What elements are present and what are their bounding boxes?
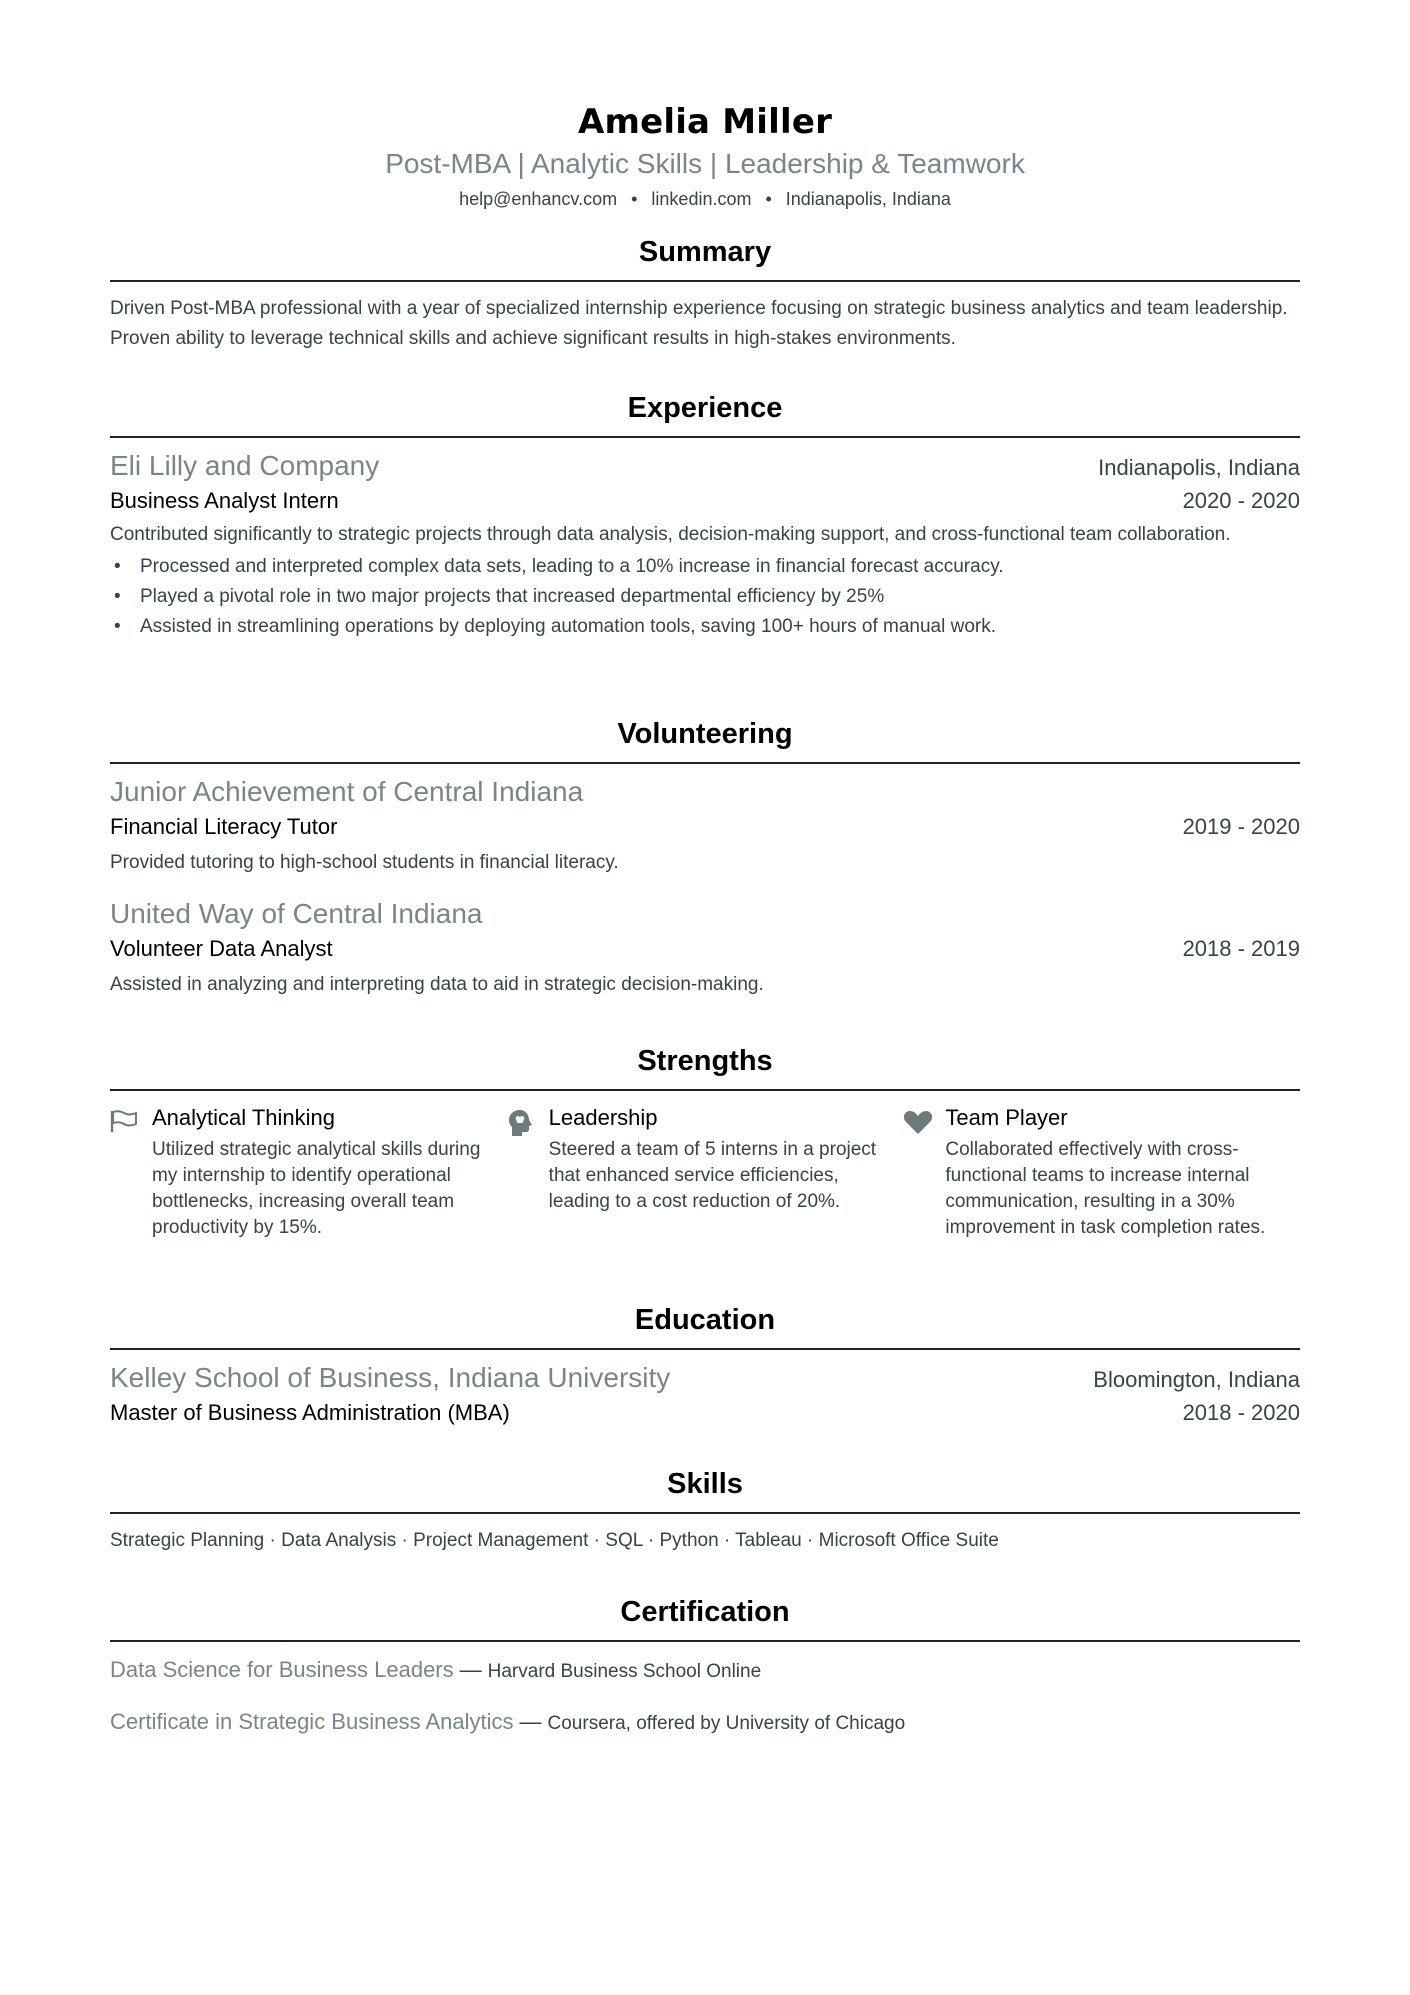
education-location: Bloomington, Indiana xyxy=(1093,1367,1300,1392)
flag-icon xyxy=(110,1103,152,1241)
certification-item xyxy=(110,1652,1300,1690)
experience-bullets xyxy=(110,552,1300,642)
strength-title: Leadership xyxy=(548,1105,658,1130)
section-title-summary: Summary xyxy=(110,232,1300,282)
experience-bullet: • Played a pivotal role in two major projects that increased departmental efficiency by 25% xyxy=(110,582,1300,612)
strength-title: Team Player xyxy=(945,1105,1068,1130)
summary-text: Driven Post-MBA professional with a year of specialized internship experience focusing on strategic business analytics and team leadership. Proven ability to leverage technical skills and achieve significant results in high-stakes environments. xyxy=(110,298,1288,349)
education-item xyxy=(110,1360,1300,1430)
strength-title: Analytical Thinking xyxy=(152,1105,336,1130)
certification-section xyxy=(110,1592,1300,1756)
section-title-skills: Skills xyxy=(110,1464,1300,1514)
education-degree-row xyxy=(110,1396,1300,1430)
head-brain-icon xyxy=(507,1103,549,1241)
em-dash: — xyxy=(459,1657,482,1682)
strength-description: Collaborated effectively with cross-functional teams to increase internal communication, resulting in a 30% improvement in task completion rates. xyxy=(945,1139,1266,1238)
candidate-name: Amelia Miller xyxy=(577,102,833,142)
strength-item xyxy=(903,1103,1300,1241)
volunteering-org: United Way of Central Indiana xyxy=(110,898,483,929)
volunteering-description: Provided tutoring to high-school students in financial literacy. xyxy=(110,852,619,873)
certification-item xyxy=(110,1704,1300,1742)
certification-list xyxy=(110,1652,1300,1742)
education-dates: 2018 - 2020 xyxy=(1182,1400,1300,1425)
strengths-section xyxy=(110,1041,1300,1241)
volunteering-role-row xyxy=(110,932,1300,966)
skills-list: Strategic Planning · Data Analysis · Project Management · SQL · Python · Tableau · Microsoft Office Suite xyxy=(110,1530,999,1551)
certification-issuer: Harvard Business School Online xyxy=(487,1661,762,1682)
contact-line xyxy=(110,186,1300,212)
strength-description: Utilized strategic analytical skills during my internship to identify operational bottlenecks, increasing overall team productivity by 15%. xyxy=(152,1139,481,1238)
certification-name: Certificate in Strategic Business Analytics xyxy=(110,1709,514,1734)
experience-role: Business Analyst Intern xyxy=(110,488,339,513)
volunteering-item xyxy=(110,896,1300,1000)
heart-icon xyxy=(903,1103,945,1241)
volunteering-item xyxy=(110,774,1300,878)
candidate-tagline: Post-MBA | Analytic Skills | Leadership & Teamwork xyxy=(385,148,1025,179)
volunteering-org: Junior Achievement of Central Indiana xyxy=(110,776,584,807)
section-title-education: Education xyxy=(110,1300,1300,1350)
resume-header xyxy=(110,0,1300,212)
skills-section xyxy=(110,1464,1300,1556)
bullet-separator: • xyxy=(631,189,638,209)
volunteering-dates: 2019 - 2020 xyxy=(1182,814,1300,839)
experience-header-row xyxy=(110,448,1300,484)
certification-name: Data Science for Business Leaders xyxy=(110,1657,454,1682)
resume-content xyxy=(110,0,1300,1734)
experience-role-row xyxy=(110,484,1300,518)
experience-description: Contributed significantly to strategic projects through data analysis, decision-making support, and cross-functional team collaboration. xyxy=(110,524,1231,545)
contact-linkedin[interactable]: linkedin.com xyxy=(651,189,752,209)
experience-bullet: • Assisted in streamlining operations by deploying automation tools, saving 100+ hours of manual work. xyxy=(110,612,1300,642)
volunteering-section xyxy=(110,714,1300,1000)
experience-company: Eli Lilly and Company xyxy=(110,450,380,481)
volunteering-role-row xyxy=(110,810,1300,844)
volunteering-role: Financial Literacy Tutor xyxy=(110,814,338,839)
education-header-row xyxy=(110,1360,1300,1396)
experience-dates: 2020 - 2020 xyxy=(1182,488,1300,513)
section-title-experience: Experience xyxy=(110,388,1300,438)
strength-item xyxy=(507,1103,904,1241)
strength-item xyxy=(110,1103,507,1241)
section-title-volunteering: Volunteering xyxy=(110,714,1300,764)
section-title-certification: Certification xyxy=(110,1592,1300,1642)
contact-email[interactable]: help@enhancv.com xyxy=(459,189,618,209)
experience-section xyxy=(110,388,1300,642)
volunteering-role: Volunteer Data Analyst xyxy=(110,936,333,961)
section-title-strengths: Strengths xyxy=(110,1041,1300,1091)
experience-location: Indianapolis, Indiana xyxy=(1098,455,1300,480)
contact-location: Indianapolis, Indiana xyxy=(785,189,951,209)
certification-issuer: Coursera, offered by University of Chicago xyxy=(547,1713,906,1734)
volunteering-description: Assisted in analyzing and interpreting data to aid in strategic decision-making. xyxy=(110,974,764,995)
bullet-separator: • xyxy=(765,189,772,209)
education-school: Kelley School of Business, Indiana University xyxy=(110,1362,671,1393)
education-section xyxy=(110,1300,1300,1430)
strengths-grid xyxy=(110,1103,1300,1241)
experience-item xyxy=(110,448,1300,642)
experience-bullet: • Processed and interpreted complex data sets, leading to a 10% increase in financial forecast accuracy. xyxy=(110,552,1300,582)
strength-description: Steered a team of 5 interns in a project that enhanced service efficiencies, leading to a cost reduction of 20%. xyxy=(548,1139,877,1212)
summary-section xyxy=(110,232,1300,354)
education-degree: Master of Business Administration (MBA) xyxy=(110,1400,510,1425)
volunteering-dates: 2018 - 2019 xyxy=(1182,936,1300,961)
em-dash: — xyxy=(519,1709,542,1734)
